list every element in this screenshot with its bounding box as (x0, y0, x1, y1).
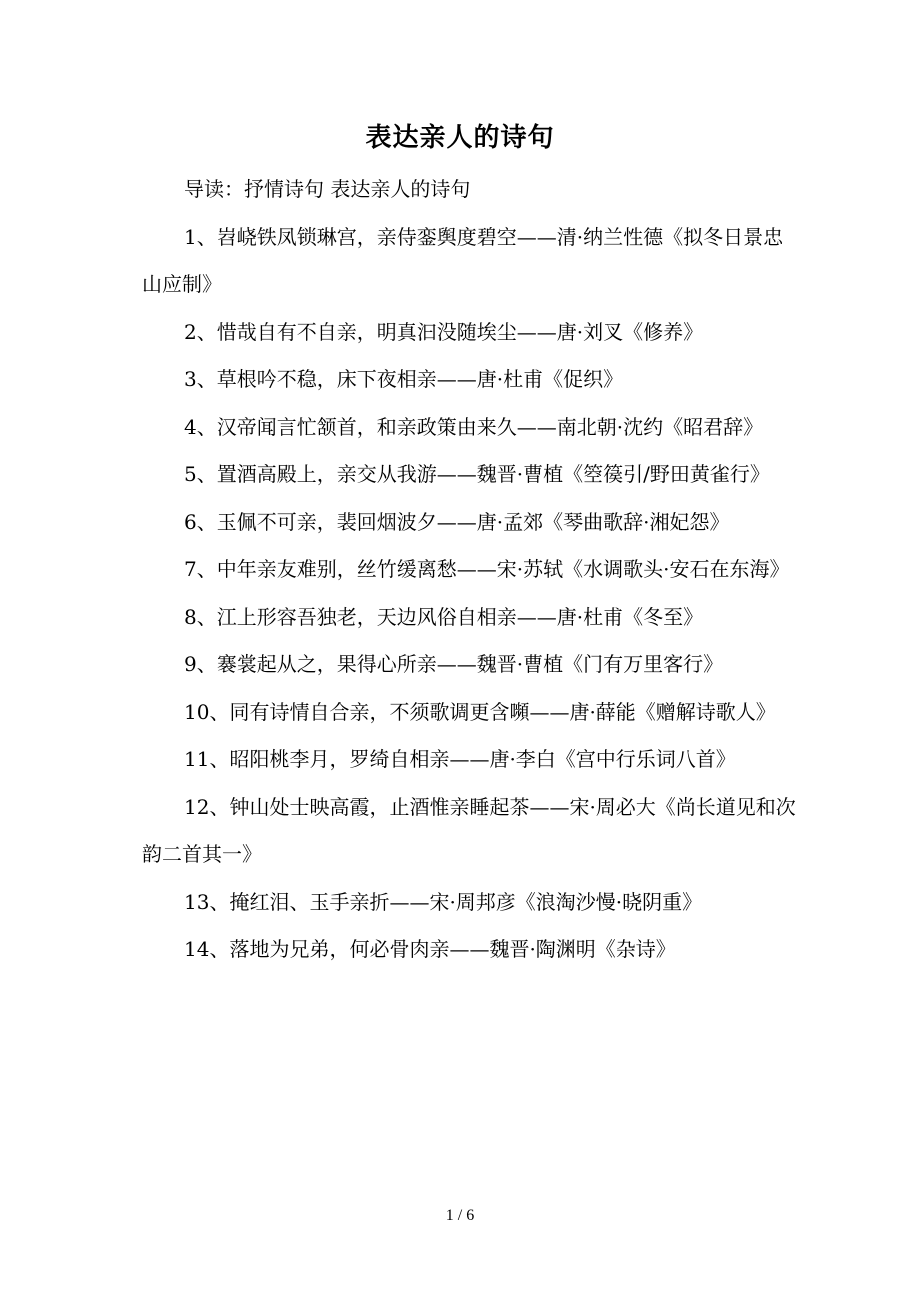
poem-line-12: 12、钟山处士映高霞，止酒惟亲睡起茶——宋·周必大《尚长道见和次韵二首其一》 (142, 794, 796, 866)
poem-line-4: 4、汉帝闻言忙颔首，和亲政策由来久——南北朝·沈约《昭君辞》 (184, 414, 764, 439)
intro-paragraph: 导读：抒情诗句 表达亲人的诗句 (184, 177, 471, 201)
poem-line-3: 3、草根吟不稳，床下夜相亲——唐·杜甫《促织》 (184, 367, 624, 391)
document-title: 表达亲人的诗句 (365, 123, 555, 153)
poem-line-9: 9、褰裳起从之，果得心所亲——魏晋·曹植《门有万里客行》 (184, 652, 724, 676)
poem-line-1: 1、岧峣铁凤锁琳宫，亲侍銮舆度碧空——清·纳兰性德《拟冬日景忠山应制》 (142, 224, 784, 296)
poem-line-6: 6、玉佩不可亲，裴回烟波夕——唐·孟郊《琴曲歌辞·湘妃怨》 (184, 509, 730, 534)
poem-line-7: 7、中年亲友难别，丝竹缓离愁——宋·苏轼《水调歌头·安石在东海》 (184, 557, 790, 581)
poem-line-5: 5、置酒高殿上，亲交从我游——魏晋·曹植《箜篌引/野田黄雀行》 (184, 462, 770, 486)
page-number: 1 / 6 (445, 1207, 475, 1224)
poem-line-13: 13、掩红泪、玉手亲折——宋·周邦彦《浪淘沙慢·晓阴重》 (184, 889, 703, 914)
poem-line-14: 14、落地为兄弟，何必骨肉亲——魏晋·陶渊明《杂诗》 (184, 937, 676, 961)
document-body (142, 166, 802, 974)
poem-line-11: 11、昭阳桃李月，罗绮自相亲——唐·李白《宫中行乐词八首》 (184, 747, 736, 771)
poem-line-2: 2、惜哉自有不自亲，明真汩没随埃尘——唐·刘叉《修养》 (184, 319, 704, 344)
poem-line-8: 8、江上形容吾独老，天边风俗自相亲——唐·杜甫《冬至》 (184, 604, 704, 629)
poem-line-10: 10、同有诗情自合亲，不须歌调更含嚬——唐·薛能《赠解诗歌人》 (184, 699, 776, 724)
